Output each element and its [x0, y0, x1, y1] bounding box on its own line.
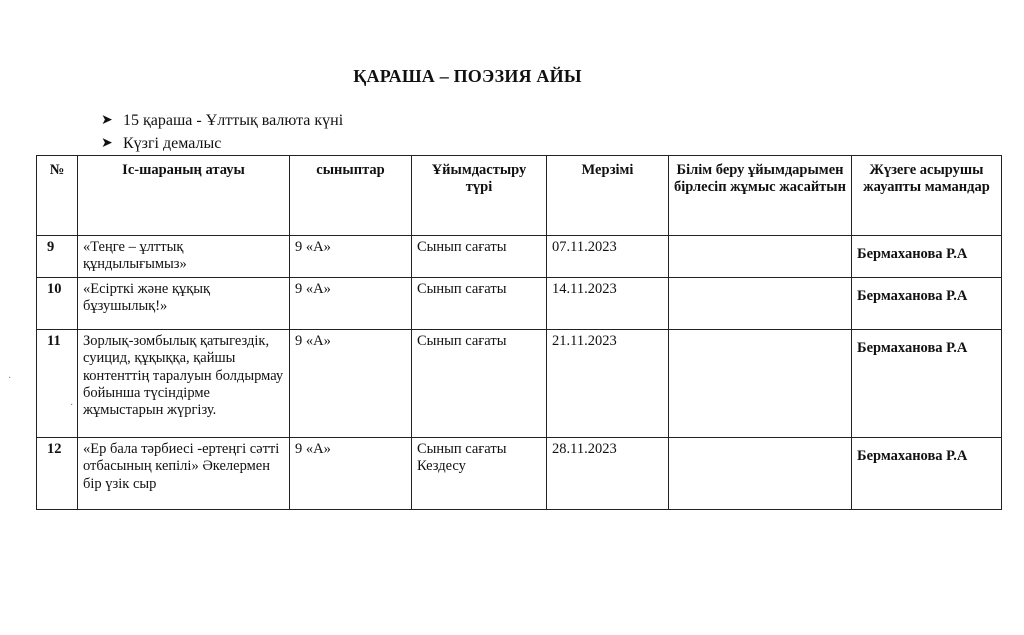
table-header-row	[37, 156, 1002, 236]
header-classes: сыныптар	[290, 156, 412, 236]
row-responsible: Бермаханова Р.А	[852, 437, 1002, 509]
arrow-bullet-icon: ➤	[101, 135, 113, 151]
scan-speck: ·	[70, 400, 74, 411]
row-format: Сынып сағаты	[412, 236, 547, 278]
row-number: 12	[37, 437, 78, 509]
row-date: 21.11.2023	[547, 329, 669, 437]
row-joint	[669, 277, 852, 329]
table-row	[37, 437, 1002, 509]
row-classes: 9 «А»	[290, 236, 412, 278]
row-joint	[669, 236, 852, 278]
row-event: «Есірткі және құқық бұзушылық!»	[78, 277, 290, 329]
bullet-list	[101, 109, 343, 155]
row-event: «Теңге – ұлттық құндылығымыз»	[78, 236, 290, 278]
header-responsible: Жүзеге асырушы жауапты мамандар	[852, 156, 1002, 236]
row-format: Сынып сағаты Кездесу	[412, 437, 547, 509]
row-event: Зорлық-зомбылық қатыгездік, суицид, құқыққа, қайшы контенттің таралуын болдырмау бойынша түсіндірме жұмыстарын жүргізу.	[78, 329, 290, 437]
header-number: №	[37, 156, 78, 236]
page-title: ҚАРАША – ПОЭЗИЯ АЙЫ	[353, 66, 582, 86]
bullet-text: 15 қараша - Ұлттық валюта күні	[123, 111, 344, 129]
row-event: «Ер бала тәрбиесі -ертеңгі сәтті отбасының кепілі» Әкелермен бір үзік сыр	[78, 437, 290, 509]
event-plan-table	[36, 155, 1002, 510]
header-format: Ұйымдастыру түрі	[412, 156, 547, 236]
row-classes: 9 «А»	[290, 277, 412, 329]
row-format: Сынып сағаты	[412, 329, 547, 437]
bullet-text: Күзгі демалыс	[123, 134, 222, 152]
bullet-item	[101, 132, 343, 155]
row-format: Сынып сағаты	[412, 277, 547, 329]
row-classes: 9 «А»	[290, 437, 412, 509]
row-responsible: Бермаханова Р.А	[852, 277, 1002, 329]
bullet-item	[101, 109, 343, 132]
row-number: 11	[37, 329, 78, 437]
row-joint	[669, 329, 852, 437]
arrow-bullet-icon: ➤	[101, 112, 113, 128]
table-row	[37, 277, 1002, 329]
table-row	[37, 236, 1002, 278]
table-row	[37, 329, 1002, 437]
header-date: Мерзімі	[547, 156, 669, 236]
row-responsible: Бермаханова Р.А	[852, 236, 1002, 278]
row-number: 10	[37, 277, 78, 329]
row-date: 28.11.2023	[547, 437, 669, 509]
row-number: 9	[37, 236, 78, 278]
scan-speck: ·	[8, 373, 12, 384]
row-responsible: Бермаханова Р.А	[852, 329, 1002, 437]
row-date: 14.11.2023	[547, 277, 669, 329]
row-classes: 9 «А»	[290, 329, 412, 437]
row-date: 07.11.2023	[547, 236, 669, 278]
header-joint: Білім беру ұйымдарымен бірлесіп жұмыс жасайтын	[669, 156, 852, 236]
header-event: Іс-шараның атауы	[78, 156, 290, 236]
row-joint	[669, 437, 852, 509]
